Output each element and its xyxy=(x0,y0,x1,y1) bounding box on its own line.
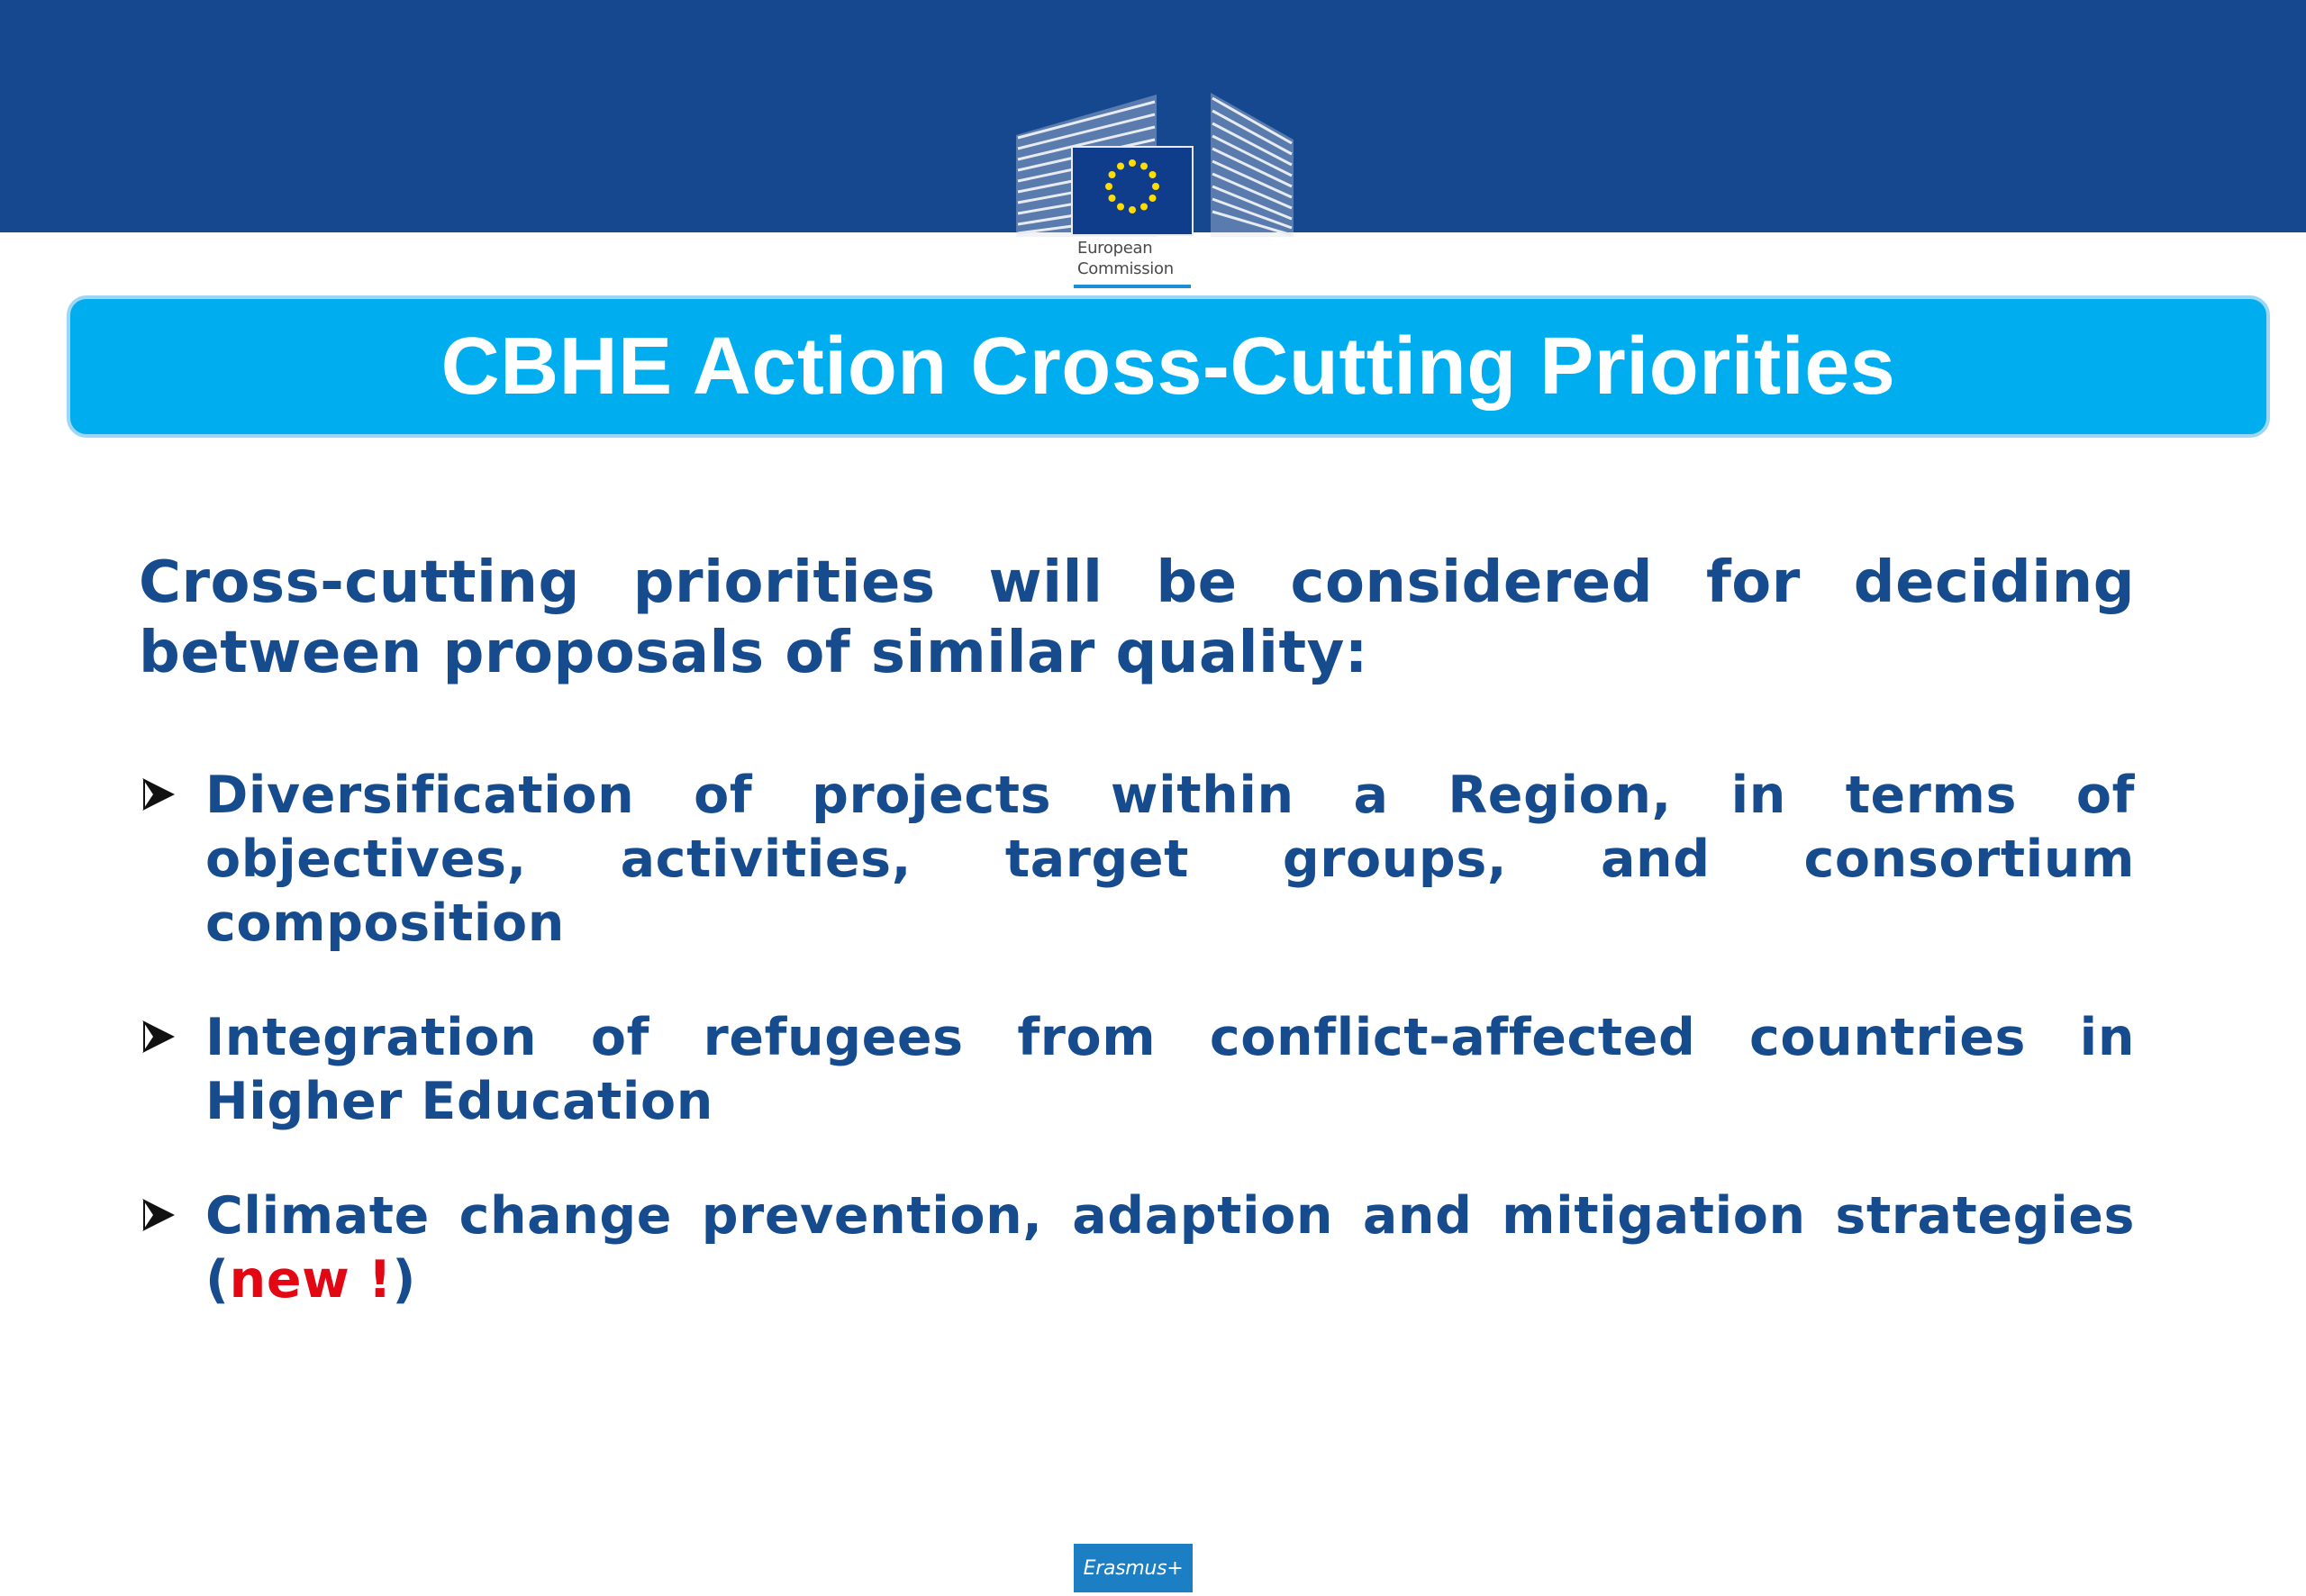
list-item-text-main: Climate change prevention, adaption and mitigation strategies ( xyxy=(205,1186,2135,1310)
list-item-text-end: ) xyxy=(392,1250,417,1310)
logo-line-1: European xyxy=(1077,239,1153,258)
logo-wordmark xyxy=(1077,238,1174,279)
list-item-text: Diversification of projects within a Region, in terms of objectives, activities, target groups, and consortium composition xyxy=(205,766,2135,953)
arrowhead-bullet-icon xyxy=(141,767,177,821)
list-item xyxy=(139,1184,2135,1312)
list-item xyxy=(139,1006,2135,1134)
slide-title: CBHE Action Cross-Cutting Priorities xyxy=(440,321,1896,412)
priority-list xyxy=(139,764,2135,1312)
slide-body xyxy=(139,548,2135,1363)
arrowhead-bullet-icon xyxy=(141,1188,177,1242)
intro-paragraph: Cross-cutting priorities will be considered for deciding between proposals of similar quality: xyxy=(139,549,2135,686)
new-highlight: new ! xyxy=(229,1250,393,1310)
list-item-text xyxy=(205,1186,2135,1310)
list-item xyxy=(139,764,2135,956)
erasmus-badge: Erasmus+ xyxy=(1074,1544,1193,1592)
logo-underline xyxy=(1074,285,1191,288)
arrowhead-bullet-icon xyxy=(141,1010,177,1064)
list-item-text: Integration of refugees from conflict-affected countries in Higher Education xyxy=(205,1008,2135,1131)
logo-line-2: Commission xyxy=(1077,259,1174,278)
title-bar xyxy=(67,295,2270,438)
